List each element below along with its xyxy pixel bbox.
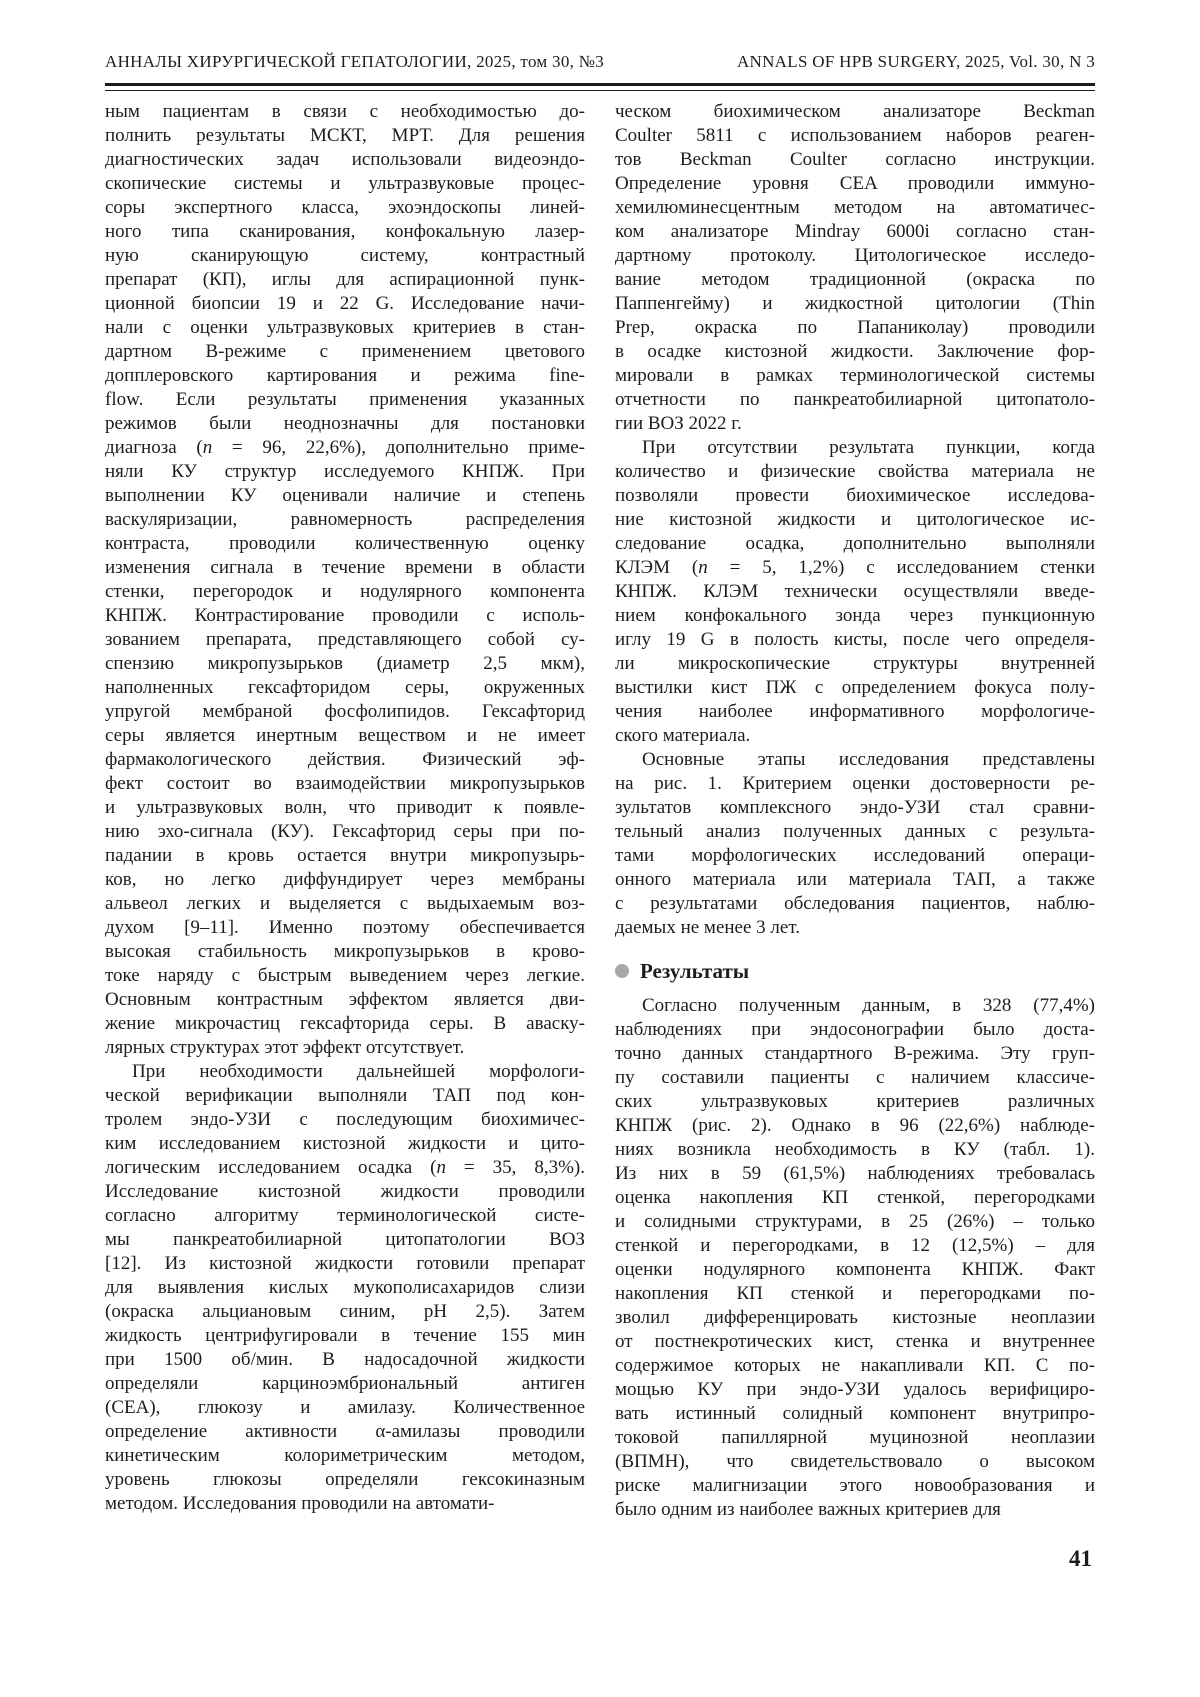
text-line: тролем эндо-УЗИ с последующим биохимичес-: [105, 1109, 585, 1130]
text-line: Исследование кистозной жидкости проводили: [105, 1181, 585, 1202]
text-line: иглу 19 G в полость кисты, после чего определя-: [615, 629, 1095, 650]
text-line: дартному протоколу. Цитологическое исследо-: [615, 245, 1095, 266]
text-line: лярных структурах этот эффект отсутствует.: [105, 1037, 465, 1058]
text-line: в осадке кистозной жидкости. Заключение фор-: [615, 341, 1095, 362]
text-line: уровень глюкозы определяли гексокиназным: [105, 1469, 585, 1490]
text-line: ков, но легко диффундирует через мембраны: [105, 869, 585, 890]
text-line: ком анализаторе Mindray 6000i согласно стан-: [615, 221, 1095, 242]
text-line: кинетическим колориметрическим методом,: [105, 1445, 585, 1466]
text-line: наполненных гексафторидом серы, окруженных: [105, 677, 585, 698]
text-line: накопления КП стенкой и перегородками по-: [615, 1283, 1095, 1304]
text-line: хемилюминесцентным методом на автоматичес-: [615, 197, 1095, 218]
text-line: ние кистозной жидкости и цитологическое ис-: [615, 509, 1095, 530]
text-line: вание методом традиционной (окраска по: [615, 269, 1095, 290]
text-line: было одним из наиболее важных критериев для: [615, 1499, 1001, 1520]
text-line: согласно алгоритму терминологической систе-: [105, 1205, 585, 1226]
text-line: тельный анализ полученных данных с результа-: [615, 821, 1095, 842]
text-line: тами морфологических исследований операци-: [615, 845, 1095, 866]
text-line: контраста, проводили количественную оценку: [105, 533, 585, 554]
text-line: падании в кровь остается внутри микропузырь-: [105, 845, 585, 866]
text-line: ского материала.: [615, 725, 751, 746]
text-line: скопические системы и ультразвуковые процес-: [105, 173, 585, 194]
text-line: ную сканирующую систему, контрастный: [105, 245, 585, 266]
text-line: токовой папиллярной муцинозной неоплазии: [615, 1427, 1095, 1448]
text-line: альвеол легких и выделяется с выдыхаемым воз-: [105, 893, 585, 914]
text-line: Prep, окраска по Папаниколау) проводили: [615, 317, 1095, 338]
text-line: стенкой и перегородками, в 12 (12,5%) – для: [615, 1235, 1095, 1256]
text-line: фармакологического действия. Физический эф-: [105, 749, 585, 770]
text-line: при 1500 об/мин. В надосадочной жидкости: [105, 1349, 585, 1370]
text-line: Coulter 5811 с использованием наборов реаген-: [615, 125, 1095, 146]
text-line: КНПЖ (рис. 2). Однако в 96 (22,6%) наблюде-: [615, 1115, 1095, 1136]
text-line: (ВПМН), что свидетельствовало о высоком: [615, 1451, 1095, 1472]
text-line: от постнекротических кист, стенка и внутреннее: [615, 1331, 1095, 1352]
text-line: упругой мембраной фосфолипидов. Гексафторид: [105, 701, 585, 722]
paragraph: [105, 1060, 585, 1516]
text-line: диагностических задач использовали видеоэндо-: [105, 149, 585, 170]
text-line: серы является инертным веществом и не имеет: [105, 725, 585, 746]
text-line: определение активности α-амилазы проводили: [105, 1421, 585, 1442]
text-line: Паппенгейму) и жидкостной цитологии (Thin: [615, 293, 1095, 314]
text-line: жидкость центрифугировали в течение 155 мин: [105, 1325, 585, 1346]
text-line: ческом биохимическом анализаторе Beckman: [615, 101, 1095, 122]
text-line: режимов были неоднозначны для постановки: [105, 413, 585, 434]
text-line: допплеровского картирования и режима fine-: [105, 365, 585, 386]
text-line: Определение уровня CEA проводили иммуно-: [615, 173, 1095, 194]
text-line: оценка накопления КП стенкой, перегородками: [615, 1187, 1095, 1208]
text-line: ниях возникла необходимость в КУ (табл. 1).: [615, 1139, 1095, 1160]
text-line: мы панкреатобилиарной цитопатологии ВОЗ: [105, 1229, 585, 1250]
text-line: онного материала или материала ТАП, а также: [615, 869, 1095, 890]
text-line: риске малигнизации этого новообразования и: [615, 1475, 1095, 1496]
text-line: чения наиболее информативного морфологиче-: [615, 701, 1095, 722]
text-line: наблюдениях при эндосонографии было доста-: [615, 1019, 1095, 1040]
text-line: даемых не менее 3 лет.: [615, 917, 800, 938]
text-line: гии ВОЗ 2022 г.: [615, 413, 742, 434]
paragraph: [615, 100, 1095, 436]
running-head-left: АННАЛЫ ХИРУРГИЧЕСКОЙ ГЕПАТОЛОГИИ, 2025, том 30, №3: [105, 52, 605, 71]
left-column: [105, 100, 585, 1522]
text-line: логическим исследованием осадка (n = 35, 8,3%).: [105, 1157, 585, 1178]
text-line: ли микроскопические структуры внутренней: [615, 653, 1095, 674]
text-line: препарат (КП), иглы для аспирационной пунк-: [105, 269, 585, 290]
text-line: ских ультразвуковых критериев различных: [615, 1091, 1095, 1112]
text-line: КНПЖ. Контрастирование проводили с исполь-: [105, 605, 585, 626]
text-line: При отсутствии результата пункции, когда: [642, 437, 1095, 458]
text-line: (CEA), глюкозу и амилазу. Количественное: [105, 1397, 585, 1418]
text-line: ционной биопсии 19 и 22 G. Исследование начи-: [105, 293, 585, 314]
text-line: стенки, перегородок и нодулярного компонента: [105, 581, 585, 602]
text-line: количество и физические свойства материала не: [615, 461, 1095, 482]
text-line: выстилки кист ПЖ с определением фокуса полу-: [615, 677, 1095, 698]
text-line: позволяли провести биохимическое исследова-: [615, 485, 1095, 506]
text-line: определяли карциноэмбриональный антиген: [105, 1373, 585, 1394]
text-line: зованием препарата, представляющего собой су-: [105, 629, 585, 650]
running-head-right: ANNALS OF HPB SURGERY, 2025, Vol. 30, N 3: [736, 52, 1095, 71]
text-line: нали с оценки ультразвуковых критериев в стан-: [105, 317, 585, 338]
paragraph: [615, 748, 1095, 940]
text-line: зволил дифференцировать кистозные неоплазии: [615, 1307, 1095, 1328]
text-line: выполнении КУ оценивали наличие и степень: [105, 485, 585, 506]
text-line: ким исследованием кистозной жидкости и цито-: [105, 1133, 585, 1154]
text-line: flow. Если результаты применения указанных: [105, 389, 585, 410]
text-line: ным пациентам в связи с необходимостью до-: [105, 101, 585, 122]
text-line: вать истинный солидный компонент внутрипро-: [615, 1403, 1095, 1424]
article-body: [105, 100, 1095, 1522]
text-line: полнить результаты МСКТ, МРТ. Для решения: [105, 125, 585, 146]
text-line: спензию микропузырьков (диаметр 2,5 мкм),: [105, 653, 585, 674]
text-line: высокая стабильность микропузырьков в крово-: [105, 941, 585, 962]
text-line: отчетности по панкреатобилиарной цитопатоло-: [615, 389, 1095, 410]
text-line: на рис. 1. Критерием оценки достоверности ре-: [615, 773, 1095, 794]
text-line: мировали в рамках терминологической системы: [615, 365, 1095, 386]
paragraph: [615, 994, 1095, 1522]
section-bullet-icon: [615, 964, 629, 978]
text-line: пу составили пациенты с наличием классиче-: [615, 1067, 1095, 1088]
text-line: тов Beckman Coulter согласно инструкции.: [615, 149, 1095, 170]
text-line: [12]. Из кистозной жидкости готовили препарат: [105, 1253, 585, 1274]
text-line: изменения сигнала в течение времени в области: [105, 557, 585, 578]
text-line: оценки нодулярного компонента КНПЖ. Факт: [615, 1259, 1095, 1280]
text-line: ческой верификации выполняли ТАП под кон-: [105, 1085, 585, 1106]
page-number: 41: [1069, 1546, 1092, 1571]
text-line: жение микрочастиц гексафторида серы. В аваску-: [105, 1013, 585, 1034]
text-line: КЛЭМ (n = 5, 1,2%) с исследованием стенки: [615, 557, 1095, 578]
running-head: [105, 52, 1095, 72]
text-line: и солидными структурами, в 25 (26%) – только: [615, 1211, 1095, 1232]
text-line: методом. Исследования проводили на автомати-: [105, 1493, 495, 1514]
text-line: соры экспертного класса, эхоэндоскопы линей-: [105, 197, 585, 218]
paragraph: [105, 100, 585, 1060]
text-line: токе наряду с быстрым выведением через легкие.: [105, 965, 585, 986]
text-line: няли КУ структур исследуемого КНПЖ. При: [105, 461, 585, 482]
text-line: содержимое которых не накапливали КП. С по-: [615, 1355, 1095, 1376]
text-line: Из них в 59 (61,5%) наблюдениях требовалась: [615, 1163, 1095, 1184]
text-line: с результатами обследования пациентов, наблю-: [615, 893, 1095, 914]
text-line: дартном В-режиме с применением цветового: [105, 341, 585, 362]
section-heading-label: Результаты: [640, 959, 750, 983]
text-line: (окраска альциановым синим, pH 2,5). Затем: [105, 1301, 585, 1322]
text-line: Согласно полученным данным, в 328 (77,4%): [642, 995, 1095, 1016]
text-line: При необходимости дальнейшей морфологи-: [132, 1061, 585, 1082]
text-line: фект состоит во взаимодействии микропузырьков: [105, 773, 585, 794]
text-line: васкуляризации, равномерность распределения: [105, 509, 585, 530]
text-line: Основные этапы исследования представлены: [642, 749, 1095, 770]
section-heading: [615, 958, 1095, 984]
text-line: нием конфокального зонда через пункционную: [615, 605, 1095, 626]
header-rule: [105, 83, 1095, 91]
paragraph: [615, 436, 1095, 748]
text-line: точно данных стандартного В-режима. Эту груп-: [615, 1043, 1095, 1064]
right-column: [615, 100, 1095, 1522]
text-line: следование осадка, дополнительно выполняли: [615, 533, 1095, 554]
text-line: для выявления кислых мукополисахаридов слизи: [105, 1277, 585, 1298]
text-line: ного типа сканирования, конфокальную лазер-: [105, 221, 585, 242]
text-line: КНПЖ. КЛЭМ технически осуществляли введе-: [615, 581, 1095, 602]
text-line: нию эхо-сигнала (КУ). Гексафторид серы при по-: [105, 821, 585, 842]
text-line: мощью КУ при эндо-УЗИ удалось верифициро-: [615, 1379, 1095, 1400]
text-line: духом [9–11]. Именно поэтому обеспечивается: [105, 917, 585, 938]
text-line: зультатов комплексного эндо-УЗИ стал сравни-: [615, 797, 1095, 818]
text-line: диагноза (n = 96, 22,6%), дополнительно приме-: [105, 437, 585, 458]
text-line: и ультразвуковых волн, что приводит к появле-: [105, 797, 585, 818]
text-line: Основным контрастным эффектом является дви-: [105, 989, 585, 1010]
